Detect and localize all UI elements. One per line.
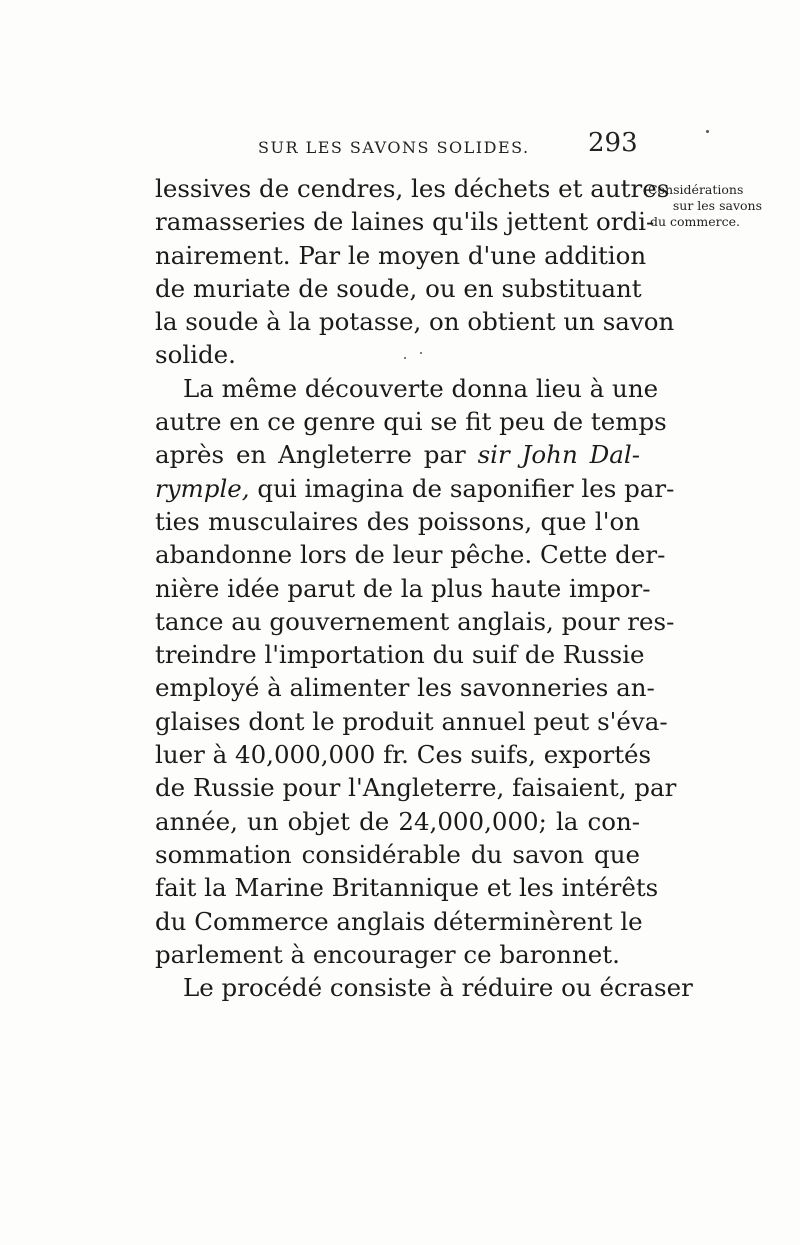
paper-speck	[706, 130, 709, 133]
italic-name: sir John Dal-	[477, 440, 640, 470]
paper-speck	[404, 357, 406, 359]
text-line: ties musculaires des poissons, que l'on	[155, 506, 640, 536]
text-line: solide.	[155, 340, 236, 370]
text-line: Le procédé consiste à réduire ou écraser	[183, 973, 693, 1003]
text-line: fait la Marine Britannique et les intérêts	[155, 873, 659, 903]
margin-note-line: sur les savons	[672, 198, 762, 213]
text-line: année, un objet de 24,000,000; la con-	[155, 806, 640, 836]
italic-name: rymple,	[155, 473, 250, 503]
text-line	[155, 438, 640, 471]
text-line: nairement. Par le moyen d'une addition	[155, 240, 647, 270]
paper-speck	[420, 352, 422, 354]
text-line: autre en ce genre qui se fit peu de temps	[155, 407, 667, 437]
text-line: luer à 40,000,000 fr. Ces suifs, exportés	[155, 740, 652, 770]
body-text	[155, 172, 693, 1004]
text-line: la soude à la potasse, on obtient un savon	[155, 307, 675, 337]
text-line: de Russie pour l'Angleterre, faisaient, par	[155, 773, 677, 803]
text-line: abandonne lors de leur pêche. Cette der-	[155, 540, 666, 570]
text-line: tance au gouvernement anglais, pour res-	[155, 606, 675, 636]
text-line: ramasseries de laines qu'ils jettent ordi-	[155, 207, 655, 237]
text-line: nière idée parut de la plus haute impor-	[155, 573, 651, 603]
text-line: de muriate de soude, ou en substituant	[155, 273, 642, 303]
text-line: treindre l'importation du suif de Russie	[155, 640, 645, 670]
text-line: La même découverte donna lieu à une	[183, 373, 659, 403]
margin-note-line: Considérations	[648, 182, 744, 197]
page-number: 293	[588, 128, 638, 158]
running-title: SUR LES SAVONS SOLIDES.	[258, 138, 530, 157]
text-line: employé à alimenter les savonneries an-	[155, 673, 655, 703]
text-line: lessives de cendres, les déchets et autres	[155, 174, 670, 203]
text-line	[155, 472, 675, 505]
text-line: glaises dont le produit annuel peut s'éva-	[155, 706, 668, 736]
text-line: du Commerce anglais déterminèrent le	[155, 906, 643, 936]
text-fragment: qui imagina de saponifier les par-	[257, 473, 675, 503]
text-line: parlement à encourager ce baronnet.	[155, 939, 620, 969]
text-fragment: après en Angleterre par	[155, 440, 466, 470]
margin-note-line: du commerce.	[650, 214, 741, 229]
text-line: sommation considérable du savon que	[155, 839, 640, 869]
